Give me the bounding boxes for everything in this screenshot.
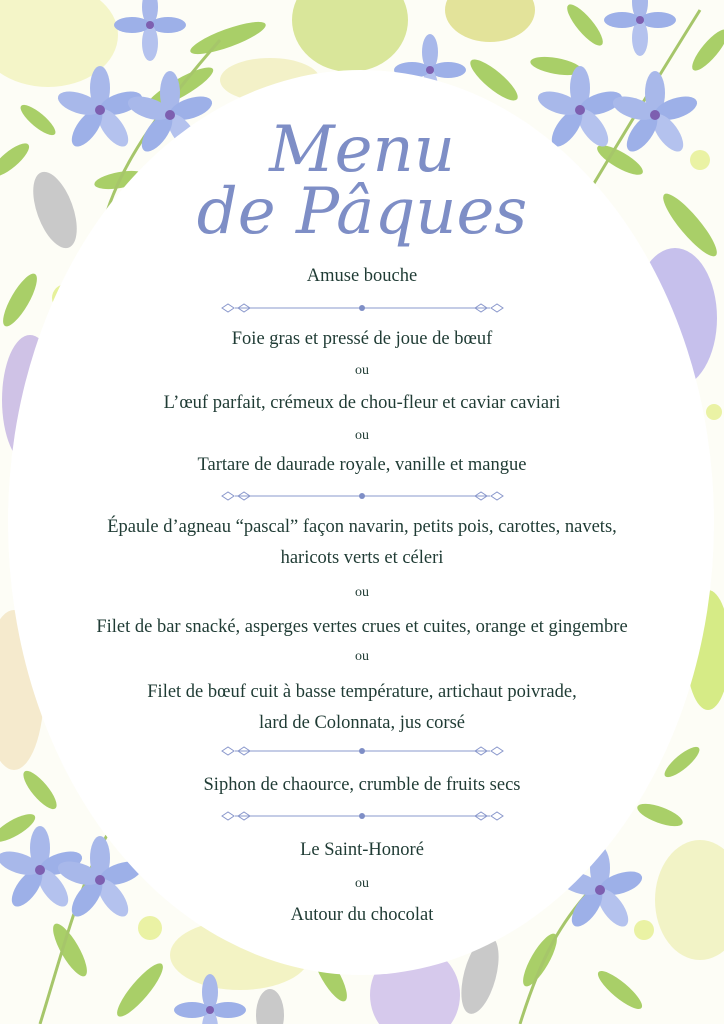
plat-3-line-1: Filet de bœuf cuit à basse température, artichaut poivrade, xyxy=(147,682,577,702)
or-separator: ou xyxy=(355,585,369,600)
ornamental-divider xyxy=(0,808,724,824)
dessert-1: Le Saint-Honoré xyxy=(300,840,424,860)
ornamental-divider xyxy=(0,743,724,759)
dessert-2: Autour du chocolat xyxy=(290,905,434,925)
or-separator: ou xyxy=(355,876,369,891)
menu-subtitle: de Pâques xyxy=(196,175,528,249)
plat-1-line-1: Épaule d’agneau “pascal” façon navarin, petits pois, carottes, navets, xyxy=(107,517,617,537)
plat-2: Filet de bar snacké, asperges vertes crues et cuites, orange et gingembre xyxy=(96,617,628,637)
amuse-bouche: Amuse bouche xyxy=(306,266,418,286)
or-separator: ou xyxy=(355,428,369,443)
plat-1-line-2: haricots verts et céleri xyxy=(280,548,444,568)
fromage: Siphon de chaource, crumble de fruits secs xyxy=(203,775,521,795)
entree-3: Tartare de daurade royale, vanille et mangue xyxy=(197,455,527,475)
entree-1: Foie gras et pressé de joue de bœuf xyxy=(231,329,493,349)
menu-title: Menu xyxy=(269,113,455,187)
ornamental-divider xyxy=(0,300,724,316)
or-separator: ou xyxy=(355,649,369,664)
ornamental-divider xyxy=(0,488,724,504)
entree-2: L’œuf parfait, crémeux de chou-fleur et caviar caviari xyxy=(163,393,561,413)
or-separator: ou xyxy=(355,363,369,378)
plat-3-line-2: lard de Colonnata, jus corsé xyxy=(258,713,465,733)
